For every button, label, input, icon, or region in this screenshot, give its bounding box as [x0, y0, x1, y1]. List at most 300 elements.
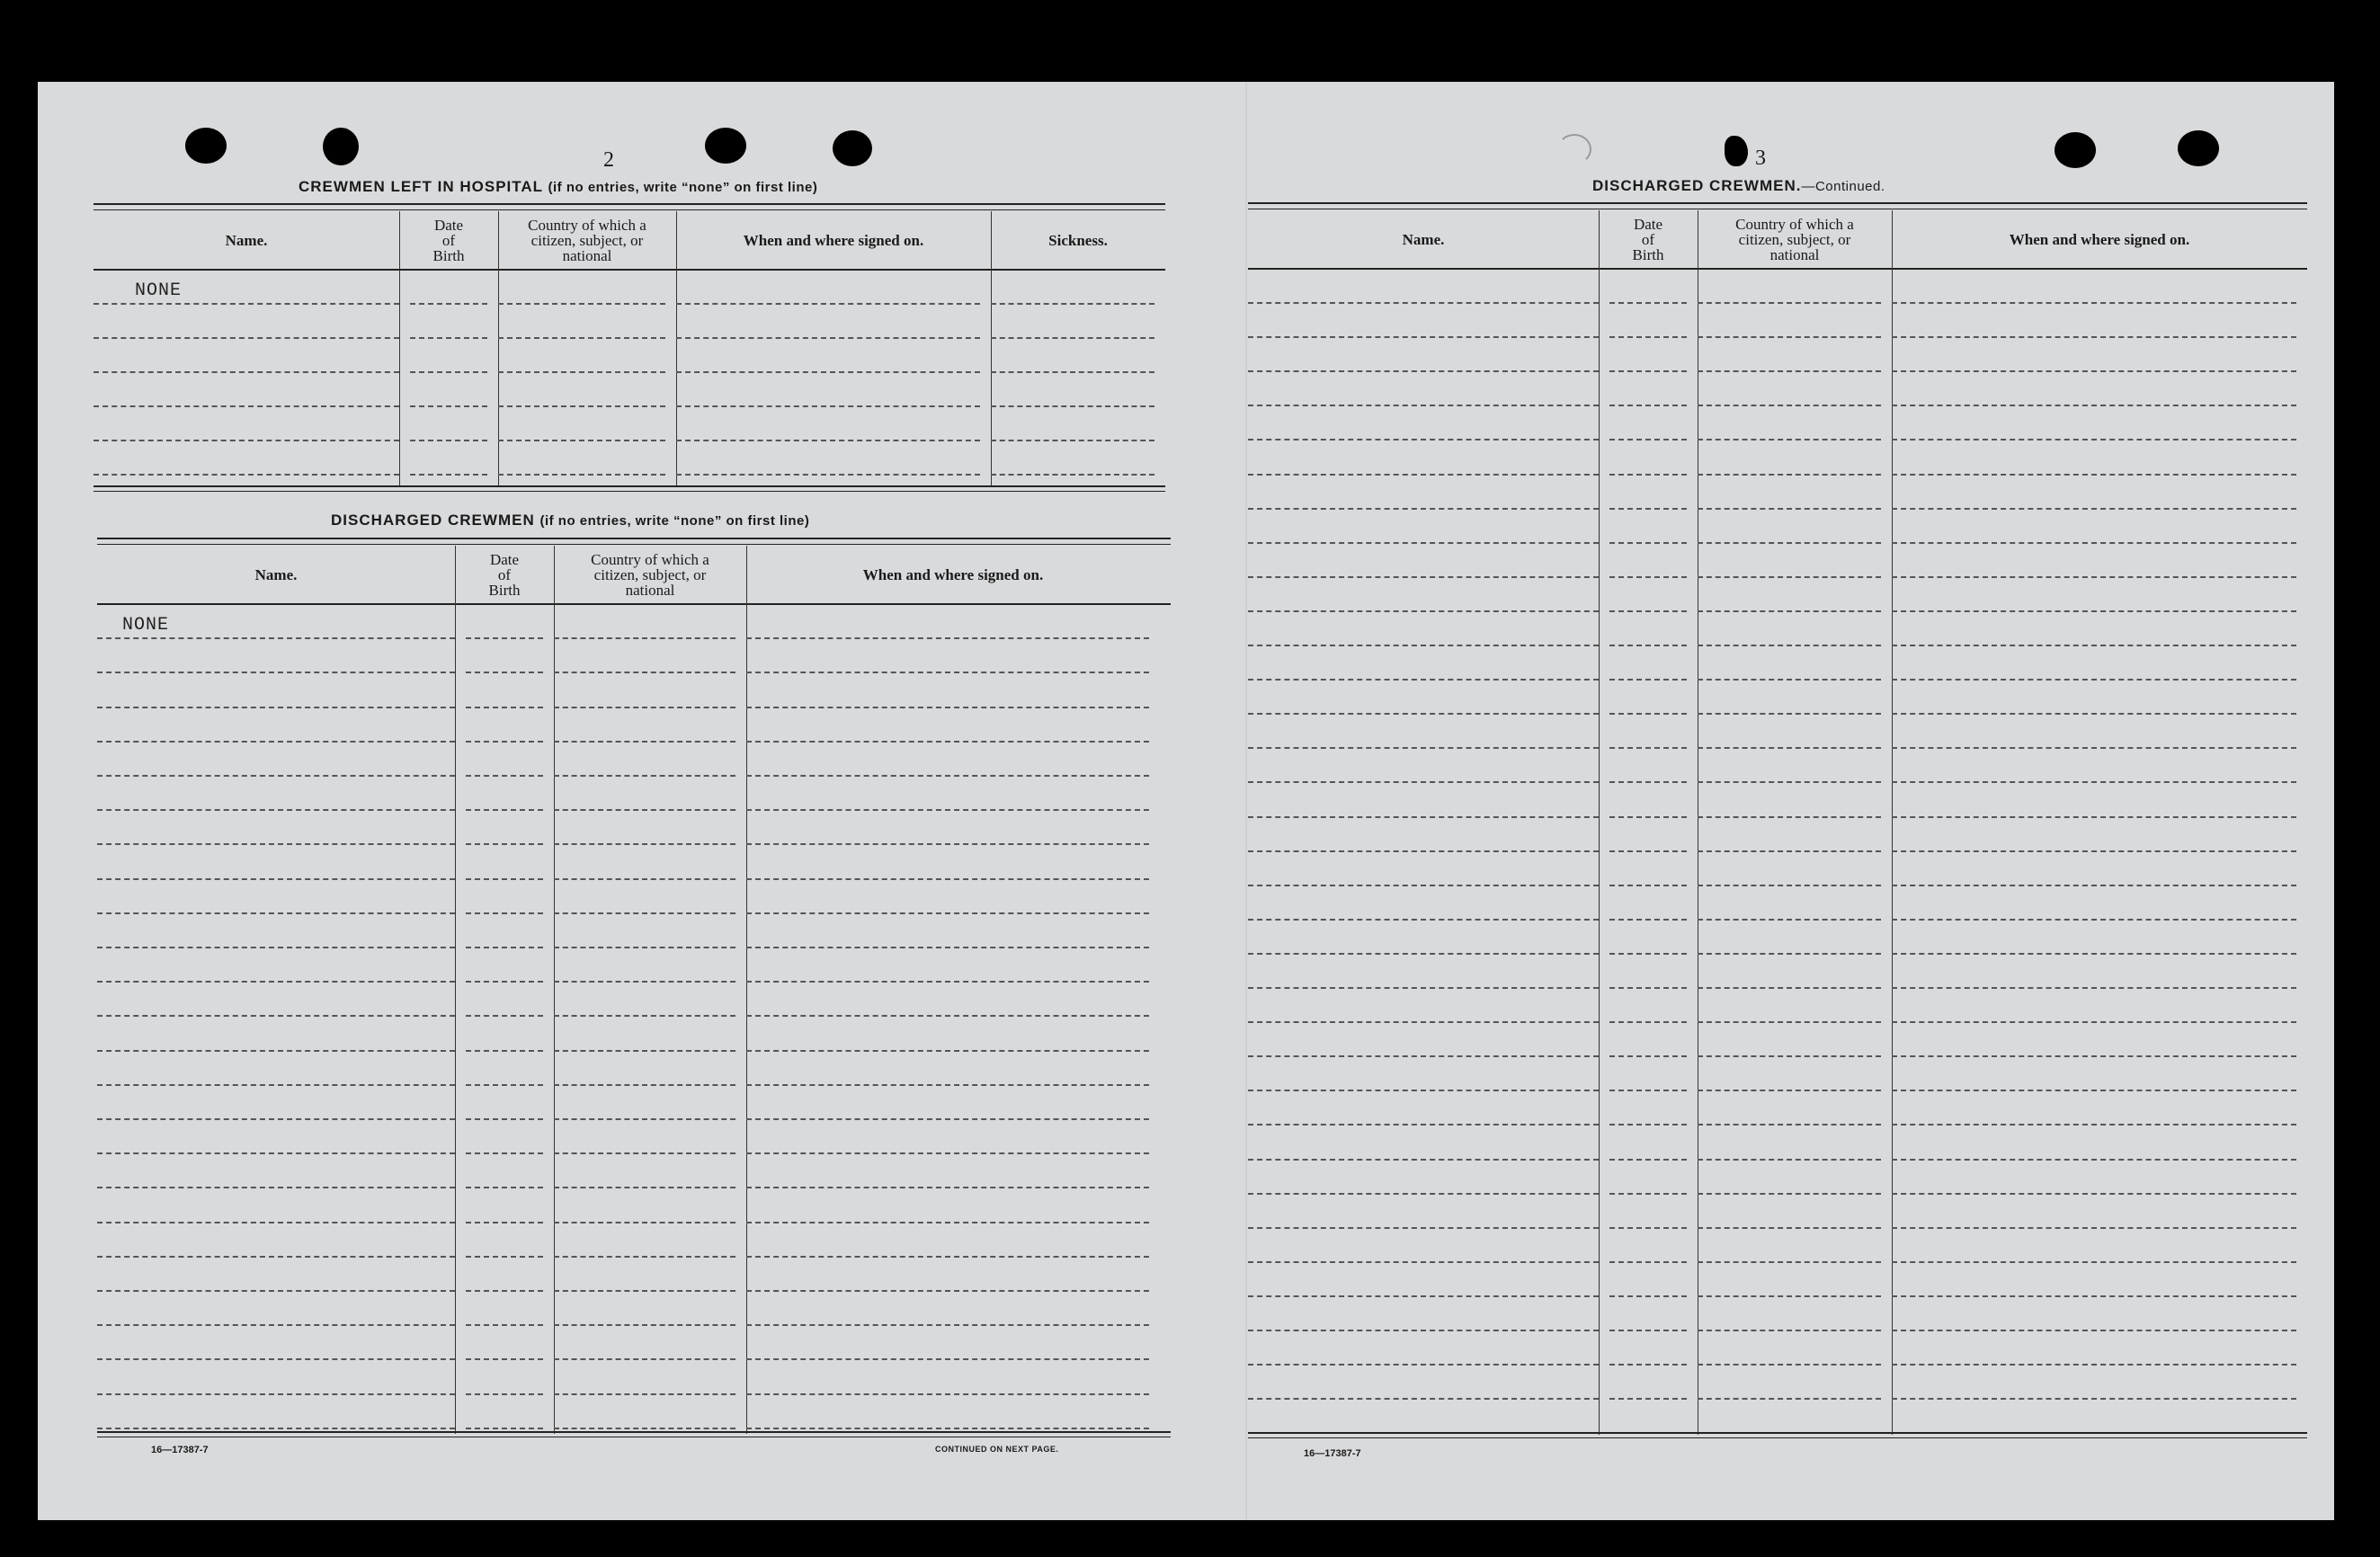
name-cell	[97, 1188, 455, 1223]
form-number: 16—17387-7	[151, 1445, 209, 1455]
table-row	[97, 1188, 1171, 1223]
dob-cell	[466, 811, 543, 845]
name-cell	[97, 1154, 455, 1188]
table-row	[1248, 1126, 2307, 1161]
table-row	[94, 373, 1165, 407]
header-name: Name.	[225, 231, 268, 249]
country-cell	[1698, 646, 1881, 681]
table-row	[1248, 1091, 2307, 1125]
signed-cell	[1892, 612, 2296, 646]
dob-cell	[1609, 1161, 1687, 1195]
table-row	[1248, 1161, 2307, 1195]
name-cell	[1248, 578, 1599, 612]
table-row	[1248, 681, 2307, 715]
name-cell	[97, 1326, 455, 1360]
header-when-where-signed: When and where signed on.	[862, 565, 1044, 583]
header-country: Country of which a citizen, subject, or national	[591, 550, 709, 599]
punch-hole	[705, 128, 746, 164]
country-cell	[1698, 818, 1881, 852]
country-cell	[1698, 989, 1881, 1023]
dob-cell	[1609, 1229, 1687, 1263]
dob-cell	[1609, 818, 1687, 852]
signed-cell	[1892, 1366, 2296, 1400]
header-date-of-birth: Date of Birth	[1632, 215, 1664, 263]
table-row	[1248, 955, 2307, 989]
signed-cell	[1892, 270, 2296, 304]
table-row	[1248, 338, 2307, 372]
dob-cell	[1609, 646, 1687, 681]
table-row	[1248, 510, 2307, 544]
table-row	[97, 914, 1171, 948]
table-row	[97, 811, 1171, 845]
dob-cell	[466, 1052, 543, 1086]
signed-cell	[746, 1292, 1149, 1326]
punch-hole	[323, 128, 359, 165]
country-cell	[1698, 476, 1881, 510]
dob-cell	[1609, 338, 1687, 372]
dob-cell	[1609, 989, 1687, 1023]
hospital-title-note: (if no entries, write “none” on first line)	[548, 180, 818, 195]
country-cell	[554, 1017, 735, 1051]
name-cell	[1248, 955, 1599, 989]
signed-cell	[746, 1154, 1149, 1188]
table-row	[1248, 1263, 2307, 1297]
dob-cell	[1609, 1195, 1687, 1229]
hospital-section-title	[299, 178, 817, 196]
country-cell	[554, 1360, 735, 1394]
name-cell	[97, 1223, 455, 1258]
signed-cell	[746, 639, 1149, 673]
name-cell	[1248, 1161, 1599, 1195]
signed-cell	[1892, 544, 2296, 578]
dob-cell	[1609, 1023, 1687, 1057]
name-cell	[1248, 1126, 1599, 1161]
table-row	[1248, 612, 2307, 646]
name-cell	[97, 673, 455, 707]
country-cell	[1698, 372, 1881, 406]
header-date-of-birth: Date of Birth	[432, 216, 465, 264]
table-row	[94, 339, 1165, 373]
header-sickness: Sickness.	[1048, 231, 1108, 249]
punch-hole	[2055, 132, 2096, 168]
name-cell	[1248, 1091, 1599, 1125]
table-row	[97, 1154, 1171, 1188]
table-row	[1248, 1366, 2307, 1400]
signed-cell	[746, 845, 1149, 879]
dob-cell	[1609, 476, 1687, 510]
table-row	[1248, 1297, 2307, 1331]
table-row	[97, 1120, 1171, 1154]
name-cell	[1248, 715, 1599, 749]
name-cell	[94, 271, 399, 305]
table-row	[97, 1052, 1171, 1086]
table-row	[1248, 270, 2307, 304]
country-cell	[554, 1258, 735, 1292]
country-cell	[554, 708, 735, 743]
name-cell	[1248, 1366, 1599, 1400]
country-cell	[1698, 406, 1881, 440]
dob-cell	[466, 1258, 543, 1292]
signed-cell	[746, 1017, 1149, 1051]
dob-cell	[1609, 1366, 1687, 1400]
table-row	[97, 673, 1171, 707]
signed-cell	[1892, 921, 2296, 955]
table-row	[1248, 784, 2307, 818]
dob-cell	[466, 708, 543, 743]
signed-cell	[1892, 886, 2296, 921]
dob-cell	[1609, 612, 1687, 646]
table-row	[1248, 1057, 2307, 1091]
country-cell	[1698, 1091, 1881, 1125]
signed-cell	[1892, 818, 2296, 852]
country-cell	[1698, 784, 1881, 818]
table-row	[1248, 646, 2307, 681]
dob-cell	[466, 1395, 543, 1429]
dob-cell	[466, 880, 543, 914]
table-row	[1248, 578, 2307, 612]
country-cell	[1698, 921, 1881, 955]
dob-cell	[1609, 372, 1687, 406]
country-cell	[1698, 852, 1881, 886]
signed-cell	[1892, 646, 2296, 681]
table-row	[97, 708, 1171, 743]
name-cell	[1248, 1229, 1599, 1263]
hospital-table-header	[94, 211, 1165, 271]
dob-cell	[1609, 784, 1687, 818]
header-country: Country of which a citizen, subject, or national	[1735, 215, 1854, 263]
table-row	[94, 441, 1165, 476]
name-cell	[1248, 1057, 1599, 1091]
table-row	[1248, 1195, 2307, 1229]
dob-cell	[1609, 681, 1687, 715]
country-cell	[554, 1395, 735, 1429]
signed-cell	[1892, 1331, 2296, 1366]
table-row	[97, 1258, 1171, 1292]
dob-cell	[1609, 406, 1687, 440]
dob-cell	[1609, 1126, 1687, 1161]
signed-cell	[1892, 1263, 2296, 1297]
table-row	[94, 407, 1165, 441]
dob-cell	[1609, 1057, 1687, 1091]
country-cell	[1698, 441, 1881, 476]
punch-hole	[1725, 136, 1748, 166]
name-cell	[97, 777, 455, 811]
discharged-title-note: (if no entries, write “none” on first line)	[539, 513, 810, 529]
country-cell	[554, 914, 735, 948]
signed-cell	[1892, 1229, 2296, 1263]
header-name: Name.	[1402, 230, 1445, 248]
country-cell	[554, 777, 735, 811]
signed-cell	[1892, 1161, 2296, 1195]
name-cell	[97, 1052, 455, 1086]
table-row	[1248, 1331, 2307, 1366]
country-cell	[1698, 1161, 1881, 1195]
table-row	[97, 1360, 1171, 1394]
dob-cell	[1609, 544, 1687, 578]
country-cell	[1698, 510, 1881, 544]
country-cell	[554, 1292, 735, 1326]
table-row	[1248, 921, 2307, 955]
name-cell	[1248, 304, 1599, 338]
header-when-where-signed: When and where signed on.	[743, 231, 924, 249]
country-cell	[1698, 270, 1881, 304]
continued-title-text: DISCHARGED CREWMEN.	[1592, 177, 1802, 194]
name-cell	[1248, 818, 1599, 852]
signed-cell	[746, 1188, 1149, 1223]
dob-cell	[1609, 304, 1687, 338]
dob-cell	[466, 1120, 543, 1154]
name-cell	[1248, 544, 1599, 578]
country-cell	[554, 605, 735, 639]
signed-cell	[746, 777, 1149, 811]
table-row	[97, 605, 1171, 639]
signed-cell	[1892, 749, 2296, 783]
country-cell	[554, 1120, 735, 1154]
dob-cell	[466, 743, 543, 777]
name-cell	[97, 1292, 455, 1326]
signed-cell	[746, 1086, 1149, 1120]
dob-cell	[466, 914, 543, 948]
country-cell	[1698, 715, 1881, 749]
continued-title-note: —Continued.	[1801, 179, 1885, 194]
table-row	[97, 639, 1171, 673]
hospital-table	[94, 203, 1165, 489]
signed-cell	[1892, 304, 2296, 338]
dob-cell	[1609, 749, 1687, 783]
table-row	[97, 1292, 1171, 1326]
name-cell	[1248, 270, 1599, 304]
discharged-section-title	[331, 512, 809, 529]
name-cell	[97, 1086, 455, 1120]
signed-cell	[746, 1223, 1149, 1258]
name-cell	[97, 948, 455, 983]
signed-cell	[746, 1326, 1149, 1360]
name-cell	[97, 1258, 455, 1292]
dob-cell	[1609, 1297, 1687, 1331]
table-row	[97, 777, 1171, 811]
country-cell	[1698, 1023, 1881, 1057]
country-cell	[554, 1188, 735, 1223]
header-date-of-birth: Date of Birth	[488, 550, 521, 599]
signed-cell	[746, 743, 1149, 777]
table-row	[97, 1326, 1171, 1360]
name-cell	[97, 1017, 455, 1051]
table-row	[1248, 304, 2307, 338]
name-cell	[1248, 1331, 1599, 1366]
name-cell	[97, 743, 455, 777]
signed-cell	[746, 1052, 1149, 1086]
signed-cell	[746, 1395, 1149, 1429]
signed-cell	[1892, 1126, 2296, 1161]
table-row	[1248, 544, 2307, 578]
dob-cell	[466, 948, 543, 983]
country-cell	[1698, 886, 1881, 921]
country-cell	[554, 639, 735, 673]
signed-cell	[1892, 1023, 2296, 1057]
country-cell	[554, 673, 735, 707]
form-number: 16—17387-7	[1304, 1448, 1361, 1459]
dob-cell	[466, 983, 543, 1017]
dob-cell	[1609, 715, 1687, 749]
signed-cell	[746, 983, 1149, 1017]
table-row	[97, 983, 1171, 1017]
signed-cell	[1892, 1091, 2296, 1125]
name-cell	[1248, 784, 1599, 818]
page-number: 2	[603, 148, 614, 172]
table-row	[97, 1086, 1171, 1120]
table-row	[1248, 715, 2307, 749]
dob-cell	[1609, 955, 1687, 989]
name-cell	[1248, 372, 1599, 406]
country-cell	[554, 1052, 735, 1086]
punch-hole	[833, 130, 872, 166]
signed-cell	[1892, 372, 2296, 406]
table-row	[97, 880, 1171, 914]
signed-cell	[1892, 441, 2296, 476]
country-cell	[554, 845, 735, 879]
table-row	[1248, 1229, 2307, 1263]
name-cell	[1248, 886, 1599, 921]
discharged-continued-table	[1248, 202, 2307, 1437]
table-row	[1248, 818, 2307, 852]
country-cell	[1698, 955, 1881, 989]
name-cell	[1248, 646, 1599, 681]
dob-cell	[466, 673, 543, 707]
discharged-table-header	[97, 546, 1171, 605]
name-cell	[1248, 852, 1599, 886]
dob-cell	[1609, 270, 1687, 304]
country-cell	[1698, 1331, 1881, 1366]
dob-cell	[466, 605, 543, 639]
dob-cell	[466, 1223, 543, 1258]
signed-cell	[1892, 955, 2296, 989]
country-cell	[1698, 1229, 1881, 1263]
table-row	[1248, 989, 2307, 1023]
table-row	[1248, 1023, 2307, 1057]
signed-cell	[1892, 1057, 2296, 1091]
name-cell	[1248, 510, 1599, 544]
signed-cell	[1892, 1297, 2296, 1331]
dob-cell	[466, 845, 543, 879]
dob-cell	[410, 271, 487, 305]
signed-cell	[746, 1360, 1149, 1394]
signed-cell	[1892, 852, 2296, 886]
signed-cell	[746, 948, 1149, 983]
signed-cell	[1892, 476, 2296, 510]
handwritten-entry: NONE	[135, 280, 183, 301]
signed-cell	[676, 271, 980, 305]
punch-hole	[185, 128, 227, 164]
signed-cell	[746, 811, 1149, 845]
signed-cell	[1892, 406, 2296, 440]
dob-cell	[1609, 921, 1687, 955]
name-cell	[97, 708, 455, 743]
continued-note: CONTINUED ON NEXT PAGE.	[935, 1445, 1059, 1454]
country-cell	[554, 948, 735, 983]
country-cell	[1698, 338, 1881, 372]
signed-cell	[746, 914, 1149, 948]
country-cell	[498, 271, 665, 305]
signed-cell	[1892, 510, 2296, 544]
country-cell	[554, 1154, 735, 1188]
name-cell	[1248, 921, 1599, 955]
dob-cell	[1609, 1400, 1687, 1434]
header-name: Name.	[254, 565, 298, 583]
country-cell	[1698, 681, 1881, 715]
name-cell	[97, 1360, 455, 1394]
table-row	[1248, 852, 2307, 886]
dob-cell	[1609, 578, 1687, 612]
table-row	[97, 948, 1171, 983]
punch-hole	[1557, 134, 1591, 165]
country-cell	[554, 1223, 735, 1258]
table-row	[97, 1395, 1171, 1429]
table-row	[97, 1017, 1171, 1051]
country-cell	[1698, 749, 1881, 783]
name-cell	[1248, 1023, 1599, 1057]
signed-cell	[1892, 784, 2296, 818]
signed-cell	[1892, 681, 2296, 715]
country-cell	[554, 811, 735, 845]
country-cell	[1698, 1057, 1881, 1091]
country-cell	[1698, 1195, 1881, 1229]
table-row	[1248, 406, 2307, 440]
name-cell	[97, 811, 455, 845]
handwritten-entry: NONE	[122, 615, 170, 636]
discharged-continued-title	[1592, 177, 1885, 195]
dob-cell	[466, 777, 543, 811]
header-country: Country of which a citizen, subject, or national	[528, 216, 646, 264]
scanned-form-sheet	[38, 82, 2334, 1520]
dob-cell	[466, 1360, 543, 1394]
name-cell	[97, 983, 455, 1017]
table-row	[97, 845, 1171, 879]
dob-cell	[466, 1188, 543, 1223]
table-row	[1248, 886, 2307, 921]
discharged-continued-header	[1248, 210, 2307, 270]
name-cell	[1248, 749, 1599, 783]
page-number: 3	[1755, 147, 1766, 170]
table-row	[94, 271, 1165, 305]
name-cell	[1248, 406, 1599, 440]
country-cell	[1698, 1400, 1881, 1434]
table-row	[1248, 749, 2307, 783]
signed-cell	[1892, 1195, 2296, 1229]
hospital-title-text: CREWMEN LEFT IN HOSPITAL	[299, 178, 543, 195]
signed-cell	[1892, 1400, 2296, 1434]
signed-cell	[1892, 989, 2296, 1023]
name-cell	[1248, 338, 1599, 372]
table-row	[1248, 372, 2307, 406]
country-cell	[554, 743, 735, 777]
header-when-where-signed: When and where signed on.	[2009, 230, 2190, 248]
table-row	[97, 743, 1171, 777]
discharged-table	[97, 538, 1171, 1437]
dob-cell	[1609, 1091, 1687, 1125]
table-row	[97, 1223, 1171, 1258]
signed-cell	[746, 708, 1149, 743]
country-cell	[1698, 612, 1881, 646]
country-cell	[1698, 578, 1881, 612]
name-cell	[97, 914, 455, 948]
name-cell	[1248, 1400, 1599, 1434]
dob-cell	[1609, 852, 1687, 886]
name-cell	[1248, 1195, 1599, 1229]
table-row	[1248, 441, 2307, 476]
name-cell	[97, 639, 455, 673]
country-cell	[1698, 304, 1881, 338]
country-cell	[1698, 1126, 1881, 1161]
